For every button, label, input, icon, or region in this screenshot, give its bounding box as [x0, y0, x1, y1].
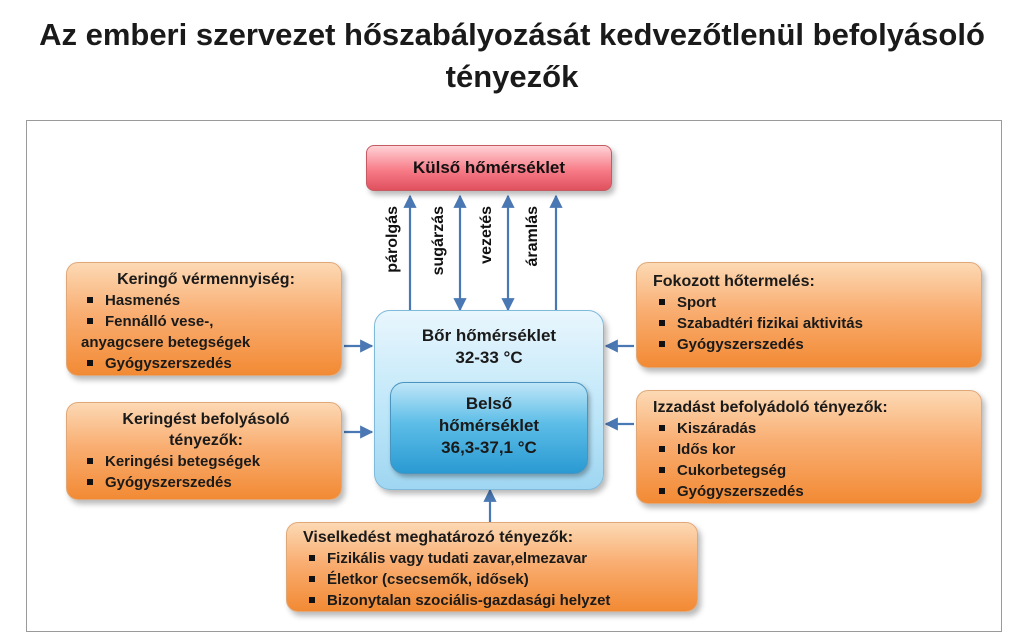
- list-item: Keringési betegségek: [81, 451, 331, 472]
- list-item: anyagcsere betegségek: [81, 334, 251, 351]
- label-aramlas: áramlás: [524, 206, 541, 267]
- label-vezetes: vezetés: [478, 206, 495, 264]
- core-label-1: Belső: [465, 394, 513, 413]
- list-item: Kiszáradás: [653, 418, 971, 439]
- list-item: Fizikális vagy tudati zavar,elmezavar: [303, 548, 687, 569]
- heat-production-list: [653, 292, 971, 355]
- label-parolgas: párolgás: [384, 206, 401, 273]
- list-item: Hasmenés: [81, 290, 331, 311]
- behavior-title: Viselkedést meghatározó tényezők:: [303, 529, 574, 546]
- blood-volume-list: [81, 290, 331, 374]
- blood-volume-box: [66, 262, 342, 376]
- heat-production-title: Fokozott hőtermelés:: [653, 273, 815, 290]
- skin-value: 32-33 °C: [455, 348, 523, 367]
- list-item: Gyógyszerszedés: [653, 481, 971, 502]
- circulation-title-1: Keringést befolyásoló: [122, 411, 290, 428]
- circulation-title-2: tényezők:: [169, 432, 243, 449]
- sweating-list: [653, 418, 971, 502]
- skin-label: Bőr hőmérséklet: [421, 326, 557, 345]
- list-item: Sport: [653, 292, 971, 313]
- list-item: Életkor (csecsemők, idősek): [303, 569, 687, 590]
- behavior-list: [303, 548, 687, 611]
- sweating-box: [636, 390, 982, 504]
- list-item: Idős kor: [653, 439, 971, 460]
- list-item: Gyógyszerszedés: [81, 472, 331, 493]
- blood-volume-title: Keringő vérmennyiség:: [117, 271, 295, 288]
- title-line-2: tényezők: [445, 59, 579, 94]
- label-sugarzas: sugárzás: [430, 206, 447, 276]
- core-value: 36,3-37,1 °C: [441, 438, 537, 457]
- core-label-2: hőmérséklet: [438, 416, 540, 435]
- title-line-1: Az emberi szervezet hőszabályozását kedvezőtlenül befolyásoló: [39, 17, 985, 52]
- behavior-box: [286, 522, 698, 612]
- external-temperature-box: Külső hőmérséklet: [366, 145, 612, 191]
- list-item: Fennálló vese-,: [81, 311, 331, 332]
- list-item: Szabadtéri fizikai aktivitás: [653, 313, 971, 334]
- list-item: Gyógyszerszedés: [653, 334, 971, 355]
- list-item: Gyógyszerszedés: [81, 353, 331, 374]
- heat-production-box: [636, 262, 982, 368]
- core-temperature-box: [390, 382, 588, 474]
- circulation-box: [66, 402, 342, 500]
- sweating-title: Izzadást befolyádoló tényezők:: [653, 399, 888, 416]
- list-item: Bizonytalan szociális-gazdasági helyzet: [303, 590, 687, 611]
- circulation-list: [81, 451, 331, 493]
- list-item: Cukorbetegség: [653, 460, 971, 481]
